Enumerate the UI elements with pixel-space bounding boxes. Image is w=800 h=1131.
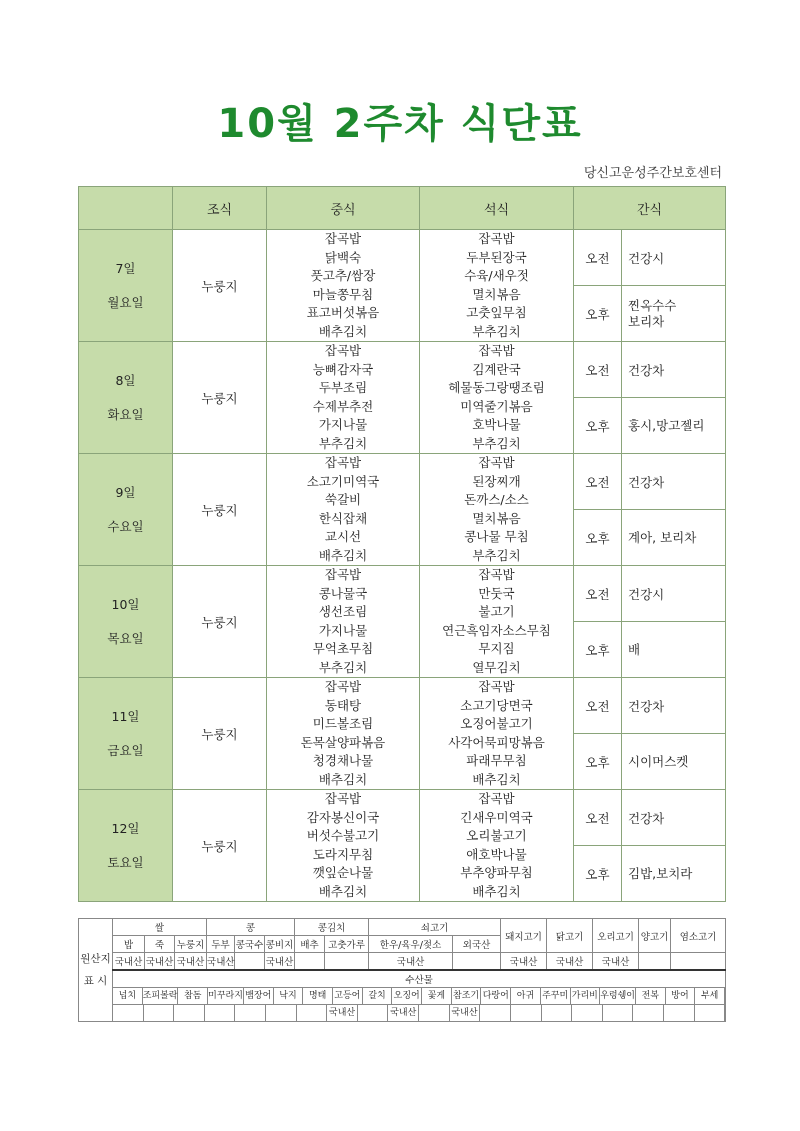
seafood-name: 전복 [636,988,666,1004]
snack-am-value: 건강차 [622,678,726,734]
dinner-item: 오징어불고기 [460,716,533,731]
header-dinner: 석식 [420,187,574,230]
origin-group-beef: 쇠고기 [369,919,501,936]
seafood-name: 다랑어 [481,988,511,1004]
origin-group-chicken: 닭고기 [547,919,593,953]
lunch-item: 마늘쫑무침 [312,286,374,302]
lunch-item: 가지나물 [318,417,368,432]
lunch-cell [267,342,420,454]
origin-group-bean: 콩 [207,919,295,936]
breakfast-cell: 누룽지 [173,790,267,902]
page-title: 10월 2주차 식단표 [217,101,583,147]
seafood-name: 꽃게 [422,988,452,1004]
lunch-item: 무억초무침 [312,641,374,656]
lunch-item: 부추김치 [318,435,368,451]
seafood-name: 고등어 [333,988,363,1004]
dinner-item: 배추김치 [472,883,521,899]
dinner-item: 멸치볶음 [472,510,521,526]
lunch-item: 수제부추전 [312,398,374,414]
dinner-item: 된장찌개 [472,473,521,489]
dinner-item: 호박나물 [472,417,521,432]
snack-pm-label: 오후 [574,622,622,678]
dinner-item: 잡곡밥 [478,231,515,246]
dinner-item: 긴새우미역국 [460,809,533,825]
dinner-item: 두부된장국 [466,249,527,265]
lunch-item: 잡곡밥 [324,679,362,694]
breakfast-cell: 누룽지 [173,454,267,566]
origin-sub: 콩비지 [265,936,295,953]
header-snack: 간식 [574,187,726,230]
snack-am-label: 오전 [574,790,622,846]
dinner-cell [420,678,574,790]
lunch-item: 가지나물 [318,622,368,638]
dinner-item: 부추양파무침 [460,865,533,880]
header-breakfast: 조식 [173,187,267,230]
day-label [79,566,173,678]
day-row [79,678,726,734]
snack-am-value: 건강시 [622,230,726,286]
day-row [79,230,726,286]
origin-table [78,918,726,1022]
lunch-item: 한식잡채 [318,510,368,526]
dinner-item: 미역줄기볶음 [460,398,533,414]
seafood-name: 명태 [303,988,333,1004]
dinner-item: 돈까스/소스 [464,492,529,507]
origin-sub: 고춧가루 [325,936,369,953]
lunch-item: 배추김치 [318,323,368,339]
lunch-item: 교시선 [324,529,362,544]
day-weekday: 화요일 [107,406,144,422]
dinner-cell [420,230,574,342]
origin-group-duck: 오리고기 [593,919,639,953]
day-weekday: 수요일 [107,518,144,534]
lunch-item: 배추김치 [318,771,368,787]
dinner-item: 연근흑임자소스무침 [442,622,551,638]
dinner-cell [420,342,574,454]
lunch-item: 부추김치 [318,659,368,675]
origin-val: 국내산 [501,953,547,971]
lunch-item: 잡곡밥 [324,231,362,246]
dinner-item: 콩나물 무침 [464,529,529,544]
dinner-item: 애호박나물 [466,846,527,862]
origin-sub: 배추 [295,936,325,953]
dinner-item: 멸치볶음 [472,286,521,302]
lunch-item: 생선조림 [318,604,368,619]
origin-sub: 외국산 [453,936,501,953]
day-weekday: 금요일 [107,742,144,758]
day-date: 9일 [115,484,136,500]
dinner-item: 불고기 [478,604,515,619]
day-weekday: 월요일 [107,294,144,310]
lunch-item: 닭백숙 [324,249,362,265]
lunch-item: 잡곡밥 [324,455,362,470]
seafood-name: 미꾸라지 [208,988,244,1004]
seafood-name: 뱀장어 [244,988,274,1004]
seafood-name: 갈치 [363,988,393,1004]
dinner-item: 부추김치 [472,435,521,451]
day-label [79,790,173,902]
lunch-item: 잡곡밥 [324,791,362,806]
lunch-item: 풋고추/쌈장 [310,268,376,283]
dinner-item: 무지짐 [478,641,515,656]
seafood-name: 방어 [666,988,696,1004]
lunch-cell [267,566,420,678]
seafood-values [113,1005,725,1021]
dinner-item: 고춧잎무침 [466,305,527,320]
snack-pm-label: 오후 [574,846,622,902]
origin-val: 국내산 [175,953,207,971]
dinner-item: 부추김치 [472,547,521,563]
menu-table [78,186,726,902]
origin-sub: 콩국수 [235,936,265,953]
dinner-item: 만둣국 [478,585,515,601]
origin-group-kimchi: 콩김치 [295,919,369,936]
dinner-item: 잡곡밥 [478,567,515,582]
seafood-name: 조피볼락 [143,988,179,1004]
header-day [79,187,173,230]
snack-am-label: 오전 [574,566,622,622]
day-date: 11일 [111,708,140,724]
day-row [79,566,726,622]
origin-val: 국내산 [265,953,295,971]
dinner-item: 잡곡밥 [478,679,515,694]
dinner-item: 헤물동그랑땡조림 [448,380,545,395]
origin-val: 국내산 [593,953,639,971]
breakfast-cell: 누룽지 [173,566,267,678]
snack-am-label: 오전 [574,230,622,286]
seafood-names [113,988,725,1004]
snack-pm-label: 오후 [574,734,622,790]
day-label [79,678,173,790]
dinner-item: 김계란국 [472,361,521,377]
seafood-name: 주꾸미 [541,988,571,1004]
organization-name: 당신고운성주간보호센터 [583,166,722,181]
menu-header-row [79,187,726,230]
dinner-item: 잡곡밥 [478,343,515,358]
breakfast-cell: 누룽지 [173,230,267,342]
lunch-item: 능뼈감자국 [312,361,374,377]
snack-am-value: 건강차 [622,790,726,846]
dinner-item: 잡곡밥 [478,455,515,470]
origin-sub: 두부 [207,936,235,953]
seafood-value: 국내산 [388,1005,419,1021]
lunch-cell [267,678,420,790]
snack-am-label: 오전 [574,678,622,734]
lunch-cell [267,230,420,342]
lunch-item: 돈목살양파볶음 [300,734,386,750]
seafood-name: 부세 [695,988,725,1004]
lunch-item: 잡곡밥 [324,343,362,358]
day-date: 10일 [111,596,140,612]
snack-pm-label: 오후 [574,510,622,566]
day-weekday: 목요일 [107,630,144,646]
snack-pm-value: 홍시,망고젤리 [622,398,726,454]
day-label [79,230,173,342]
snack-pm-value: 김밥,보치라 [622,846,726,902]
dinner-item: 열무김치 [472,659,521,675]
seafood-name: 오징어 [392,988,422,1004]
dinner-cell [420,566,574,678]
day-row [79,790,726,846]
origin-sub: 죽 [145,936,175,953]
lunch-cell [267,454,420,566]
dinner-item: 배추김치 [472,771,521,787]
dinner-item: 수육/새우젓 [464,268,529,283]
origin-val: 국내산 [369,953,453,971]
lunch-item: 쑥갈비 [324,492,362,507]
origin-val: 국내산 [207,953,235,971]
origin-label: 원산지 표 시 [79,919,113,1022]
origin-val: 국내산 [113,953,145,971]
snack-pm-value: 계아, 보리차 [622,510,726,566]
seafood-name: 참조기 [452,988,482,1004]
day-date: 7일 [115,260,136,276]
origin-group-pork: 돼지고기 [501,919,547,953]
dinner-cell [420,454,574,566]
seafood-value: 국내산 [450,1005,481,1021]
dinner-item: 파래무무침 [466,753,527,768]
lunch-item: 청경채나물 [312,753,374,768]
lunch-item: 콩나물국 [318,585,368,601]
breakfast-cell: 누룽지 [173,342,267,454]
day-row [79,342,726,398]
dinner-cell [420,790,574,902]
snack-am-value: 건강차 [622,454,726,510]
lunch-item: 깻잎순나물 [312,865,374,880]
origin-sub: 한우/육우/젖소 [369,936,453,953]
seafood-name: 아귀 [511,988,541,1004]
snack-pm-value: 찐옥수수 보리차 [622,286,726,342]
dinner-item: 소고기당면국 [460,697,533,713]
breakfast-cell: 누룽지 [173,678,267,790]
lunch-item: 도라지무침 [312,846,374,862]
origin-group-lamb: 양고기 [639,919,671,953]
seafood-name: 낙지 [274,988,304,1004]
lunch-item: 표고버섯볶음 [306,305,380,320]
origin-seafood-title: 수산물 [113,970,726,988]
lunch-item: 소고기미역국 [306,473,380,489]
day-weekday: 토요일 [107,854,144,870]
snack-am-value: 건강차 [622,342,726,398]
dinner-item: 오리불고기 [466,828,527,843]
day-label [79,342,173,454]
snack-am-label: 오전 [574,454,622,510]
lunch-item: 두부조림 [318,380,368,395]
snack-pm-label: 오후 [574,398,622,454]
day-date: 8일 [115,372,136,388]
seafood-name: 참돔 [178,988,208,1004]
lunch-item: 감자봉신이국 [306,809,380,825]
day-date: 12일 [111,820,140,836]
snack-am-value: 건강시 [622,566,726,622]
snack-pm-value: 시이머스켓 [622,734,726,790]
dinner-item: 사각어묵피망볶음 [448,734,545,750]
snack-pm-value: 배 [622,622,726,678]
dinner-item: 잡곡밥 [478,791,515,806]
seafood-value: 국내산 [327,1005,358,1021]
header-lunch: 중식 [267,187,420,230]
origin-sub: 밥 [113,936,145,953]
origin-val: 국내산 [547,953,593,971]
origin-group-rice: 쌀 [113,919,207,936]
seafood-name: 우렁쉥이 [600,988,636,1004]
snack-am-label: 오전 [574,342,622,398]
lunch-item: 배추김치 [318,883,368,899]
dinner-item: 부추김치 [472,323,521,339]
lunch-item: 잡곡밥 [324,567,362,582]
lunch-item: 버섯수불고기 [306,828,380,843]
lunch-item: 동태탕 [324,697,362,713]
day-row [79,454,726,510]
seafood-name: 가리비 [571,988,601,1004]
origin-val: 국내산 [145,953,175,971]
lunch-item: 미드볼조림 [312,716,374,731]
origin-sub: 누룽지 [175,936,207,953]
snack-pm-label: 오후 [574,286,622,342]
day-label [79,454,173,566]
lunch-cell [267,790,420,902]
origin-group-goat: 염소고기 [671,919,726,953]
seafood-name: 넙치 [113,988,143,1004]
lunch-item: 배추김치 [318,547,368,563]
